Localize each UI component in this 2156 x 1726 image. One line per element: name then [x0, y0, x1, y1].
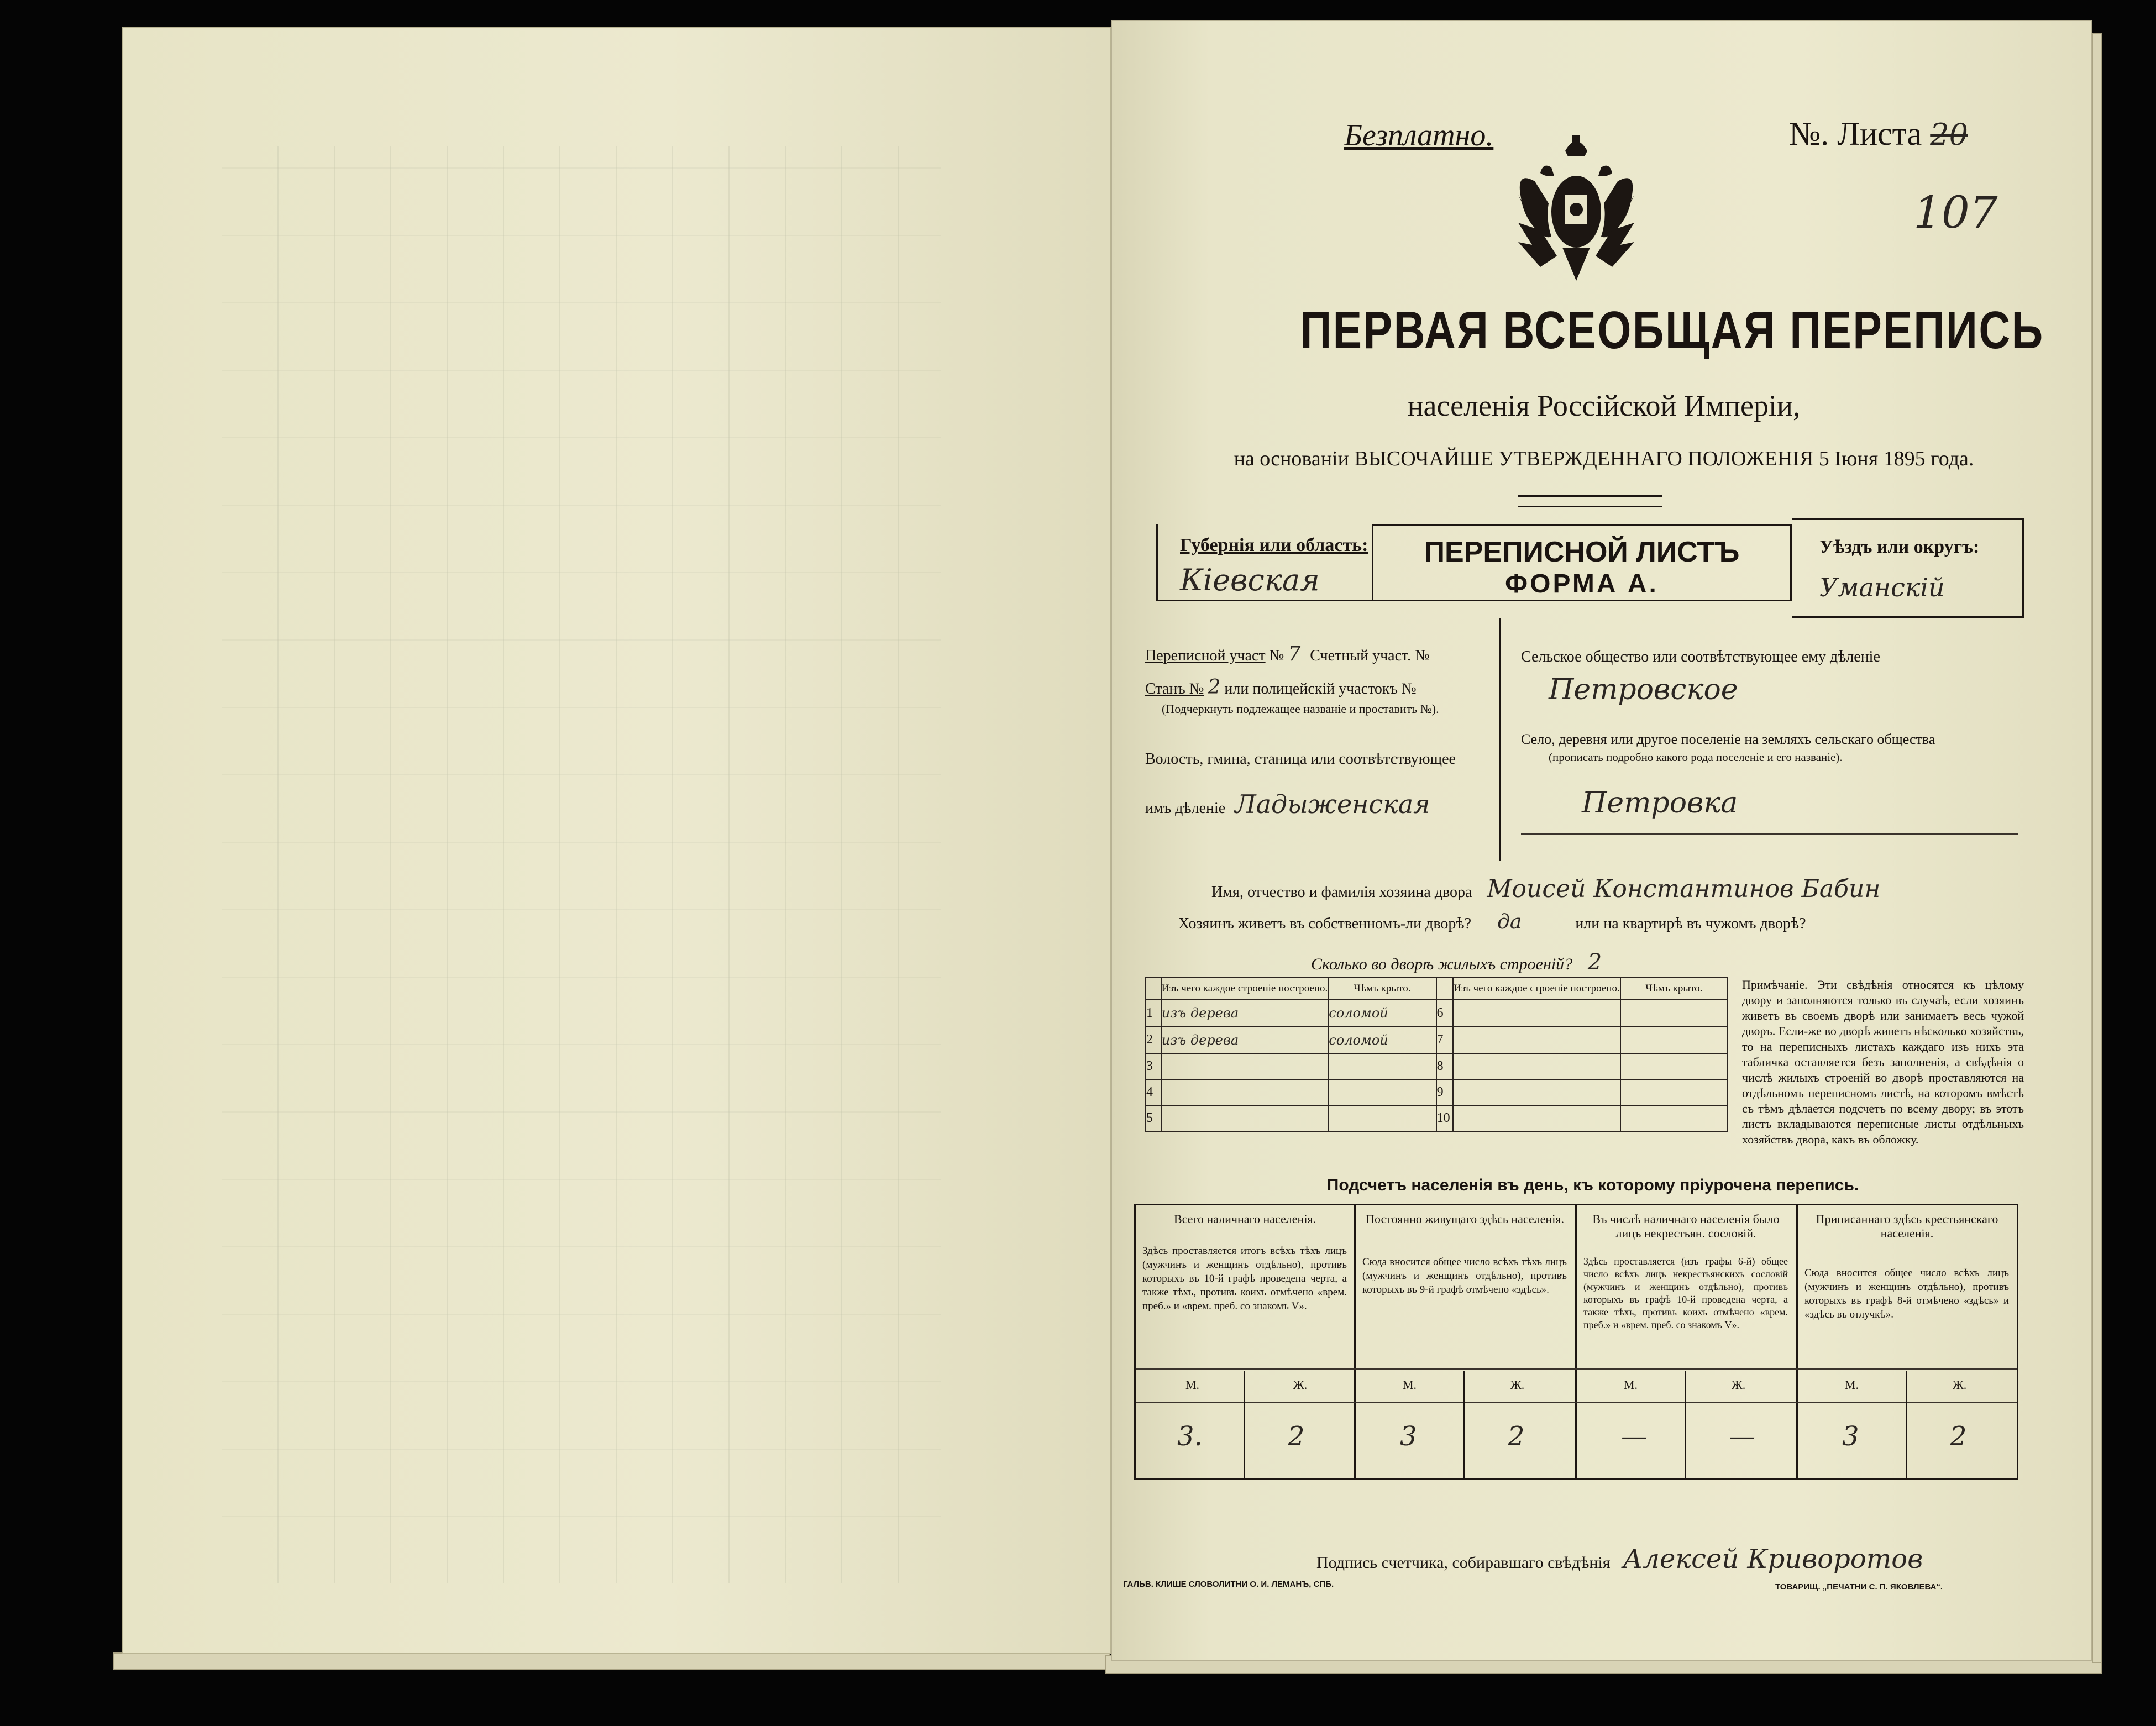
fields-divider: [1499, 618, 1501, 861]
row-n: 5: [1146, 1105, 1161, 1131]
buildings-row: [1311, 949, 1602, 975]
stan-row: [1145, 676, 1417, 699]
form-title-box: [1372, 524, 1792, 601]
count-mf-divider: [1685, 1371, 1686, 1478]
count-f-value: 2: [1288, 1421, 1305, 1452]
fields-bottom-rule: [1521, 833, 2018, 835]
uezd-label: Уѣздъ или округъ:: [1819, 537, 1980, 557]
count-f-label: Ж.: [1510, 1378, 1525, 1392]
census-basis: на основаніи ВЫСОЧАЙШЕ УТВЕРЖДЕННАГО ПОЛОЖЕНІЯ 5 Іюня 1895 года.: [1234, 447, 1974, 470]
signature-value: Алексей Криворотов: [1623, 1544, 1923, 1575]
stan-rest: или полицейскій участокъ №: [1224, 680, 1417, 697]
owner-lives-label2: или на квартирѣ въ чужомъ дворѣ?: [1575, 915, 1806, 932]
perepisnoi-value: 7: [1288, 643, 1301, 665]
count-col-total: [1136, 1205, 1354, 1478]
selo-value: Петровка: [1582, 786, 1738, 820]
sheet-no-value: 20: [1930, 117, 1968, 152]
page-stack-edge-left: [113, 1652, 1110, 1670]
schetny-label: Счетный участ.: [1310, 647, 1412, 664]
row-material: изъ дерева: [1161, 1027, 1329, 1054]
ornament-divider: [1518, 495, 1662, 507]
buildings-col1-header: Изъ чего каждое строеніе построено.: [1161, 978, 1329, 1000]
footer-left: ГАЛЬВ. КЛИШЕ СЛОВОЛИТНИ О. И. ЛЕМАНЪ, СПБ.: [1123, 1580, 1334, 1589]
buildings-table: [1145, 977, 1728, 1132]
imperial-eagle-emblem-icon: [1513, 129, 1640, 289]
signature-label: Подпись счетчика, собиравшаго свѣдѣнія: [1316, 1554, 1611, 1572]
perepisnoi-label: Переписной участ: [1145, 647, 1266, 664]
stan-value: 2: [1208, 676, 1221, 699]
count-m-value: 3.: [1177, 1421, 1203, 1452]
selo-note: (прописать подробно какого рода поселеніе и его названіе).: [1549, 751, 1843, 764]
page-number-handwritten: 107: [1913, 187, 1998, 238]
owner-lives-value: да: [1497, 911, 1522, 933]
stan-label: Станъ №: [1145, 680, 1204, 697]
gubernia-box: [1156, 524, 1372, 601]
count-col-desc: Здѣсь проставляется (изъ графы 6-й) общее число всѣхъ лицъ некрестьянскихъ сословій (мужчинъ и женщинъ отдѣльно), противъ которыхъ въ графѣ 10-й проведена черта, а также тѣхъ, противъ коихъ отмѣчено «врем. преб.» и «врем. преб. со знакомъ V».: [1583, 1256, 1788, 1330]
count-m-value: —: [1621, 1421, 1648, 1452]
sheet-number-label: [1789, 115, 1968, 153]
volost-label2: имъ дѣленіе: [1145, 800, 1226, 817]
row-roof: соломой: [1328, 1027, 1436, 1054]
form-title: ПЕРЕПИСНОЙ ЛИСТЪ: [1424, 536, 1740, 568]
count-m-label: М.: [1185, 1378, 1200, 1392]
uezd-value: Уманскій: [1819, 573, 1945, 602]
count-title: Подсчетъ населенія въ день, къ которому пріурочена перепись.: [1326, 1176, 1859, 1194]
row-n: 10: [1436, 1105, 1454, 1131]
row-n: 7: [1436, 1027, 1454, 1054]
society-value: Петровское: [1549, 673, 1738, 706]
row-n: 6: [1436, 1000, 1454, 1027]
count-col-desc: Сюда вносится общее число всѣхъ лицъ (мужчинъ и женщинъ отдѣльно), противъ которыхъ въ графѣ 8-й отмѣчено «здѣсь» и «здѣсь въ отлучкѣ».: [1804, 1267, 2009, 1320]
perepisnoi-row: Переписной участ № 7 Счетный участ. №: [1145, 643, 1430, 665]
gubernia-label: Губернія или область:: [1180, 535, 1368, 555]
census-title: ПЕРВАЯ ВСЕОБЩАЯ ПЕРЕПИСЬ: [1300, 301, 2044, 360]
buildings-value: 2: [1587, 949, 1602, 975]
count-col-header: Приписаннаго здѣсь крестьянскаго населенія.: [1816, 1212, 1998, 1240]
owner-name-label: Имя, отчество и фамилія хозяина двора: [1211, 884, 1472, 901]
count-f-label: Ж.: [1953, 1378, 1967, 1392]
remark-text: Примѣчаніе. Эти свѣдѣнія относятся къ цѣлому двору и заполняются только въ случаѣ, если хозяинъ живетъ въ своемъ дворѣ или занимаетъ весь чужой дворъ. Если-же во дворѣ живетъ нѣсколько хозяйствъ, то на переписныхъ листахъ каждаго изъ нихъ эта табличка оставляется безъ заполненія, а свѣдѣнія о числѣ жилыхъ строеній во дворѣ проставляются на отдѣльномъ переписномъ листѣ, на которомъ вмѣстѣ съ тѣмъ дѣлается подсчетъ по всему двору; въ этотъ листъ вкладываются переписные листы отдѣльныхъ хозяйствъ двора, какъ въ обложку.: [1742, 978, 2024, 1146]
signature-row: [1316, 1544, 1923, 1575]
count-f-value: 2: [1508, 1421, 1525, 1452]
show-through-grid: [222, 146, 941, 1583]
owner-lives-label: Хозяинъ живетъ въ собственномъ-ли дворѣ?: [1178, 915, 1472, 932]
count-mf-divider: [1906, 1371, 1907, 1478]
volost-label: Волость, гмина, станица или соотвѣтствующее: [1145, 751, 1456, 768]
left-page-blank: [122, 27, 1111, 1654]
count-col-resident: [1356, 1205, 1574, 1478]
owner-name-value: Моисей Константинов Бабин: [1487, 875, 1881, 903]
free-label: Безплатно.: [1344, 118, 1494, 153]
gubernia-value: Кіевская: [1180, 563, 1320, 597]
row-n: 8: [1436, 1053, 1454, 1079]
sheet-no-label: №. Листа: [1789, 116, 1922, 152]
count-col-non-peasant: [1577, 1205, 1795, 1478]
buildings-col2-header: Чѣмъ крыто.: [1328, 978, 1436, 1000]
count-f-value: 2: [1950, 1421, 1967, 1452]
buildings-col3-header: Изъ чего каждое строеніе построено.: [1453, 978, 1620, 1000]
count-f-label: Ж.: [1732, 1378, 1746, 1392]
count-m-value: 3: [1400, 1421, 1417, 1452]
page-stack-edge-side: [2092, 33, 2102, 1663]
census-subtitle: населенія Россійской Имперіи,: [1407, 389, 1801, 422]
census-form-page: [1111, 20, 2092, 1661]
buildings-label: Сколько во дворѣ жилыхъ строеній?: [1311, 955, 1573, 973]
owner-row: [1211, 875, 1880, 903]
count-col-header: Всего наличнаго населенія.: [1173, 1212, 1316, 1226]
count-col-registered-peasant: [1798, 1205, 2017, 1478]
count-table: [1134, 1204, 2018, 1480]
selo-label: Село, деревня или другое поселеніе на земляхъ сельскаго общества: [1521, 731, 1935, 747]
uezd-box: [1792, 518, 2024, 618]
owner-lives-row: [1178, 911, 1806, 933]
count-m-label: М.: [1624, 1378, 1638, 1392]
volost-row: [1145, 789, 1430, 819]
society-label: Сельское общество или соотвѣтствующее ему дѣленіе: [1521, 648, 1880, 665]
row-material: изъ дерева: [1161, 1000, 1329, 1027]
count-mf-divider: [1463, 1371, 1465, 1478]
volost-value: Ладыженская: [1235, 789, 1430, 819]
row-n: 3: [1146, 1053, 1161, 1079]
row-n: 2: [1146, 1027, 1161, 1054]
row-n: 4: [1146, 1079, 1161, 1105]
count-col-desc: Здѣсь проставляется итогъ всѣхъ тѣхъ лицъ (мужчинъ и женщинъ отдѣльно), противъ которыхъ въ 10-й графѣ проведена черта, а также тѣхъ, противъ коихъ отмѣчено «врем. преб.» и «врем. преб. со знакомъ V».: [1142, 1245, 1347, 1312]
stan-note: (Подчеркнуть подлежащее названіе и проставить №).: [1162, 702, 1439, 716]
buildings-col4-header: Чѣмъ крыто.: [1620, 978, 1728, 1000]
count-f-label: Ж.: [1293, 1378, 1308, 1392]
count-m-label: М.: [1403, 1378, 1417, 1392]
count-col-header: Постоянно живущаго здѣсь населенія.: [1366, 1212, 1564, 1226]
row-n: 9: [1436, 1079, 1454, 1105]
count-col-desc: Сюда вносится общее число всѣхъ тѣхъ лицъ (мужчинъ и женщинъ отдѣльно), противъ которыхъ въ 9-й графѣ отмѣчено «здѣсь».: [1362, 1256, 1567, 1295]
footer-right: ТОВАРИЩ. „ПЕЧАТНИ С. П. ЯКОВЛЕВА“.: [1775, 1582, 1943, 1592]
count-m-label: М.: [1845, 1378, 1859, 1392]
count-mf-divider: [1244, 1371, 1245, 1478]
form-name: ФОРМА А.: [1505, 569, 1659, 599]
count-f-value: —: [1729, 1421, 1755, 1452]
count-col-header: Въ числѣ наличнаго населенія было лицъ некрестьян. сословій.: [1592, 1212, 1780, 1240]
count-m-value: 3: [1842, 1421, 1859, 1452]
row-roof: соломой: [1328, 1000, 1436, 1027]
row-n: 1: [1146, 1000, 1161, 1027]
